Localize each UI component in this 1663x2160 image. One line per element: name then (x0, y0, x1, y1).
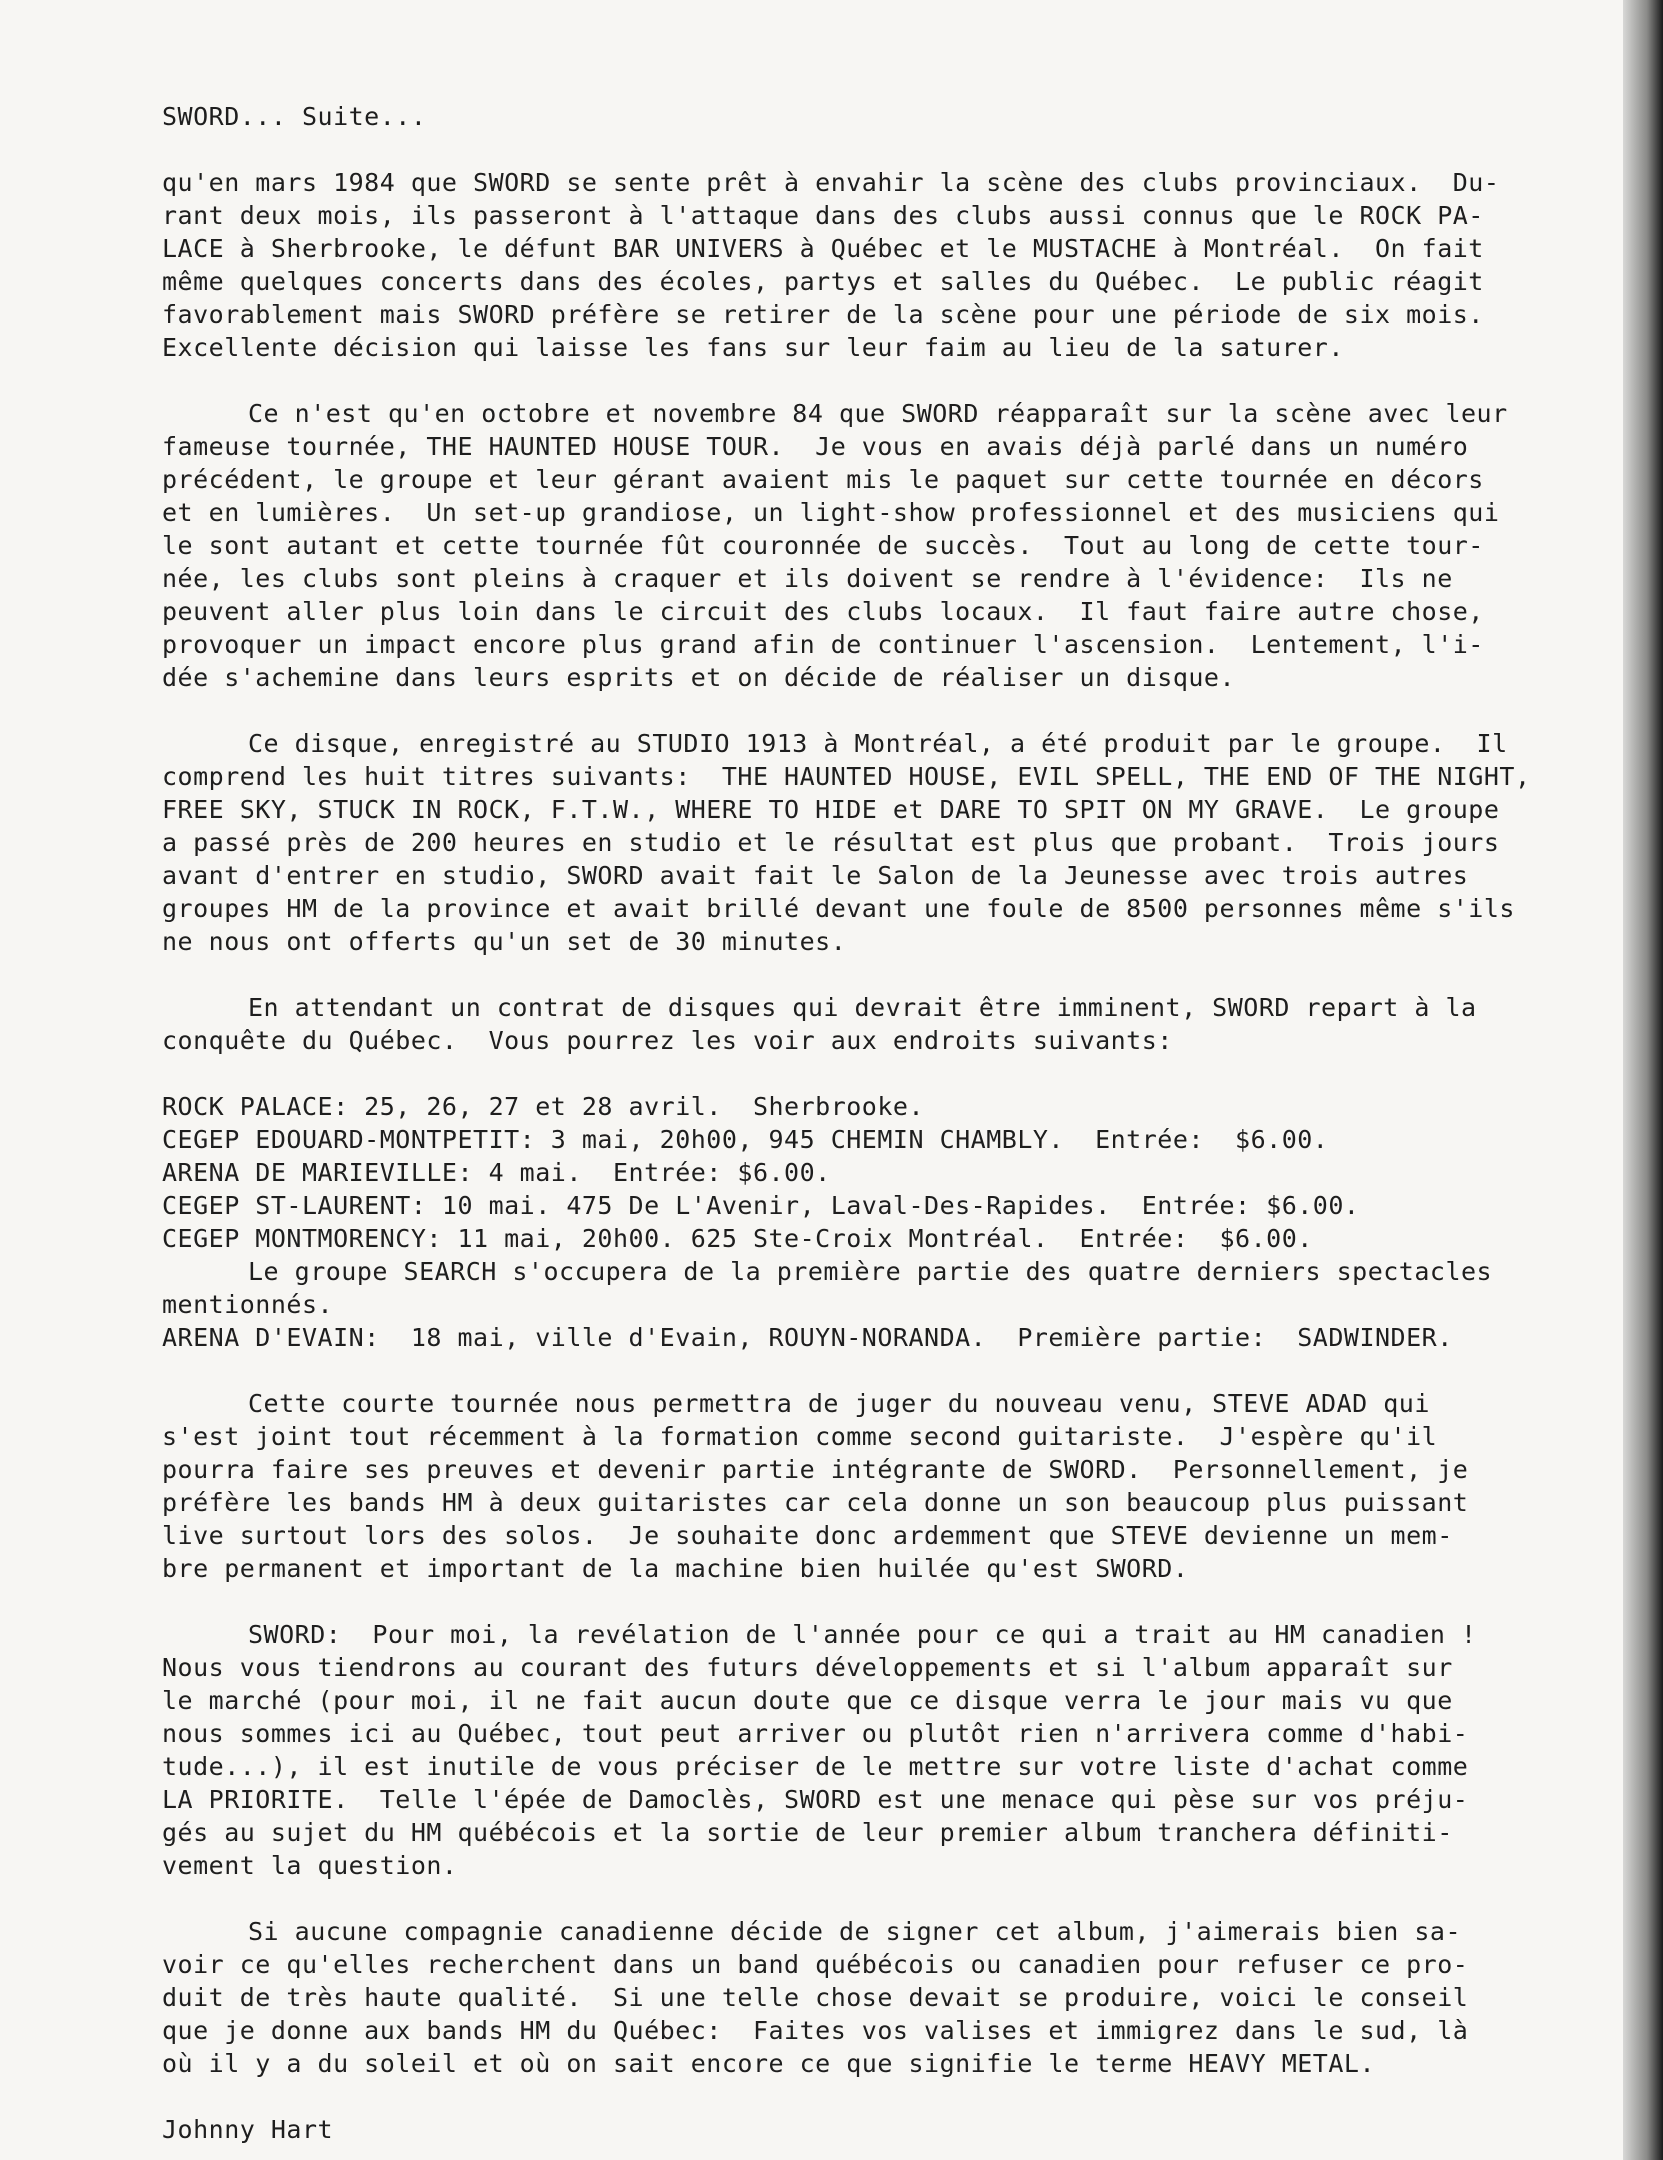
text-line: voir ce qu'elles recherchent dans un band québécois ou canadien pour refuser ce pro- (162, 1950, 1469, 1979)
text-line: nous sommes ici au Québec, tout peut arriver ou plutôt rien n'arrivera comme d'habi- (162, 1719, 1469, 1748)
text-line: où il y a du soleil et où on sait encore ce que signifie le terme HEAVY METAL. (162, 2049, 1375, 2078)
text-line: Ce n'est qu'en octobre et novembre 84 que SWORD réapparaît sur la scène avec leur (248, 399, 1508, 428)
concert-item: CEGEP MONTMORENCY: 11 mai, 20h00. 625 Ste-Croix Montréal. Entrée: $6.00. (162, 1224, 1313, 1253)
text-line: s'est joint tout récemment à la formation comme second guitariste. J'espère qu'il (162, 1422, 1438, 1451)
text-line: provoquer un impact encore plus grand afin de continuer l'ascension. Lentement, l'i- (162, 630, 1484, 659)
concert-item: ROCK PALACE: 25, 26, 27 et 28 avril. Sherbrooke. (162, 1092, 925, 1121)
text-line: même quelques concerts dans des écoles, partys et salles du Québec. Le public réagit (162, 267, 1484, 296)
text-line: FREE SKY, STUCK IN ROCK, F.T.W., WHERE TO HIDE et DARE TO SPIT ON MY GRAVE. Le groupe (162, 795, 1500, 824)
text-line: précédent, le groupe et leur gérant avaient mis le paquet sur cette tournée en décors (162, 465, 1484, 494)
text-line: LACE à Sherbrooke, le défunt BAR UNIVERS à Québec et le MUSTACHE à Montréal. On fait (162, 234, 1484, 263)
text-line: le marché (pour moi, il ne fait aucun doute que ce disque verra le jour mais vu que (162, 1686, 1453, 1715)
concert-item: CEGEP EDOUARD-MONTPETIT: 3 mai, 20h00, 945 CHEMIN CHAMBLY. Entrée: $6.00. (162, 1125, 1329, 1154)
text-line: LA PRIORITE. Telle l'épée de Damoclès, SWORD est une menace qui pèse sur vos préju- (162, 1785, 1469, 1814)
text-line: qu'en mars 1984 que SWORD se sente prêt à envahir la scène des clubs provinciaux. Du- (162, 168, 1500, 197)
author-signature: Johnny Hart (162, 2115, 334, 2144)
concert-note: mentionnés. (162, 1290, 334, 1319)
paragraph-2 (162, 397, 1612, 694)
text-line: peuvent aller plus loin dans le circuit des clubs locaux. Il faut faire autre chose, (162, 597, 1484, 626)
text-line: a passé près de 200 heures en studio et le résultat est plus que probant. Trois jours (162, 828, 1500, 857)
text-line: que je donne aux bands HM du Québec: Faites vos valises et immigrez dans le sud, là (162, 2016, 1469, 2045)
text-line: le sont autant et cette tournée fût couronnée de succès. Tout au long de cette tour- (162, 531, 1484, 560)
text-line: bre permanent et important de la machine bien huilée qu'est SWORD. (162, 1554, 1189, 1583)
spacer (162, 2080, 1612, 2113)
text-line: et en lumières. Un set-up grandiose, un light-show professionnel et des musiciens qui (162, 498, 1500, 527)
text-line: rant deux mois, ils passeront à l'attaque dans des clubs aussi connus que le ROCK PA- (162, 201, 1484, 230)
page-header: SWORD... Suite... (162, 102, 427, 131)
text-line: pourra faire ses preuves et devenir partie intégrante de SWORD. Personnellement, je (162, 1455, 1469, 1484)
text-line: favorablement mais SWORD préfère se retirer de la scène pour une période de six mois. (162, 300, 1484, 329)
document-page (162, 100, 1612, 2146)
text-line: fameuse tournée, THE HAUNTED HOUSE TOUR. Je vous en avais déjà parlé dans un numéro (162, 432, 1469, 461)
text-line: comprend les huit titres suivants: THE HAUNTED HOUSE, EVIL SPELL, THE END OF THE NIGHT, (162, 762, 1531, 791)
text-line: ne nous ont offerts qu'un set de 30 minutes. (162, 927, 847, 956)
spacer (162, 694, 1612, 727)
text-line: vement la question. (162, 1851, 458, 1880)
paragraph-5 (162, 1387, 1612, 1585)
spacer (162, 1585, 1612, 1618)
spacer (162, 133, 1612, 166)
text-line: Si aucune compagnie canadienne décide de signer cet album, j'aimerais bien sa- (248, 1917, 1461, 1946)
concert-note: Le groupe SEARCH s'occupera de la première partie des quatre derniers spectacles (248, 1257, 1493, 1286)
paragraph-4 (162, 991, 1612, 1057)
spacer (162, 364, 1612, 397)
text-line: SWORD: Pour moi, la revélation de l'année pour ce qui a trait au HM canadien ! (248, 1620, 1477, 1649)
text-line: née, les clubs sont pleins à craquer et ils doivent se rendre à l'évidence: Ils ne (162, 564, 1453, 593)
text-line: préfère les bands HM à deux guitaristes car cela donne un son beaucoup plus puissant (162, 1488, 1469, 1517)
concert-list (162, 1090, 1612, 1354)
text-line: Ce disque, enregistré au STUDIO 1913 à Montréal, a été produit par le groupe. Il (248, 729, 1508, 758)
text-line: Excellente décision qui laisse les fans sur leur faim au lieu de la saturer. (162, 333, 1344, 362)
text-line: avant d'entrer en studio, SWORD avait fait le Salon de la Jeunesse avec trois autres (162, 861, 1469, 890)
concert-item: ARENA DE MARIEVILLE: 4 mai. Entrée: $6.00. (162, 1158, 831, 1187)
text-line: gés au sujet du HM québécois et la sortie de leur premier album tranchera définiti- (162, 1818, 1453, 1847)
concert-item: CEGEP ST-LAURENT: 10 mai. 475 De L'Avenir, Laval-Des-Rapides. Entrée: $6.00. (162, 1191, 1360, 1220)
spacer (162, 958, 1612, 991)
paragraph-1 (162, 166, 1612, 364)
text-line: En attendant un contrat de disques qui devrait être imminent, SWORD repart à la (248, 993, 1477, 1022)
text-line: live surtout lors des solos. Je souhaite donc ardemment que STEVE devienne un mem- (162, 1521, 1453, 1550)
text-line: Cette courte tournée nous permettra de juger du nouveau venu, STEVE ADAD qui (248, 1389, 1430, 1418)
spacer (162, 1057, 1612, 1090)
paragraph-3 (162, 727, 1612, 958)
concert-item: ARENA D'EVAIN: 18 mai, ville d'Evain, ROUYN-NORANDA. Première partie: SADWINDER. (162, 1323, 1453, 1352)
page-edge-shadow (1623, 0, 1663, 2160)
paragraph-6 (162, 1618, 1612, 1882)
spacer (162, 1882, 1612, 1915)
spacer (162, 1354, 1612, 1387)
text-line: conquête du Québec. Vous pourrez les voir aux endroits suivants: (162, 1026, 1173, 1055)
paragraph-7 (162, 1915, 1612, 2080)
text-line: duit de très haute qualité. Si une telle chose devait se produire, voici le conseil (162, 1983, 1469, 2012)
text-line: Nous vous tiendrons au courant des futurs développements et si l'album apparaît sur (162, 1653, 1453, 1682)
text-line: dée s'achemine dans leurs esprits et on décide de réaliser un disque. (162, 663, 1236, 692)
text-line: groupes HM de la province et avait brillé devant une foule de 8500 personnes même s'ils (162, 894, 1515, 923)
text-line: tude...), il est inutile de vous préciser de le mettre sur votre liste d'achat comme (162, 1752, 1469, 1781)
